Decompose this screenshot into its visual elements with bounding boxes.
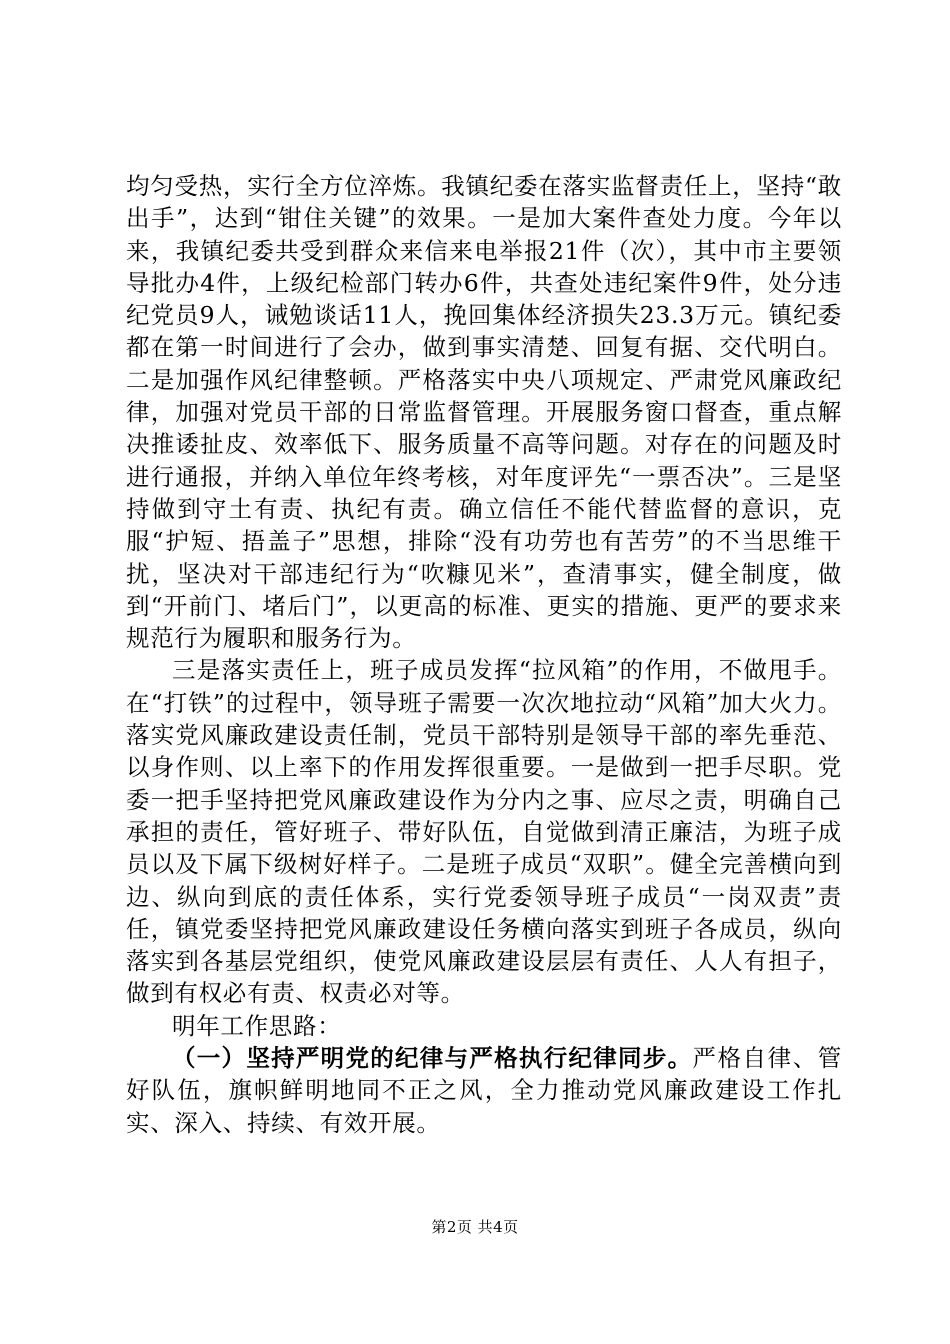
paragraph-discipline-text: 严格自律、管好队伍，旗帜鲜明地同不正之风，全力推动党风廉政建设工作扎实、深入、持续、有效开展。 <box>126 1044 842 1137</box>
paragraph-discipline <box>126 1042 842 1139</box>
paragraph-supervision: 均匀受热，实行全方位淬炼。我镇纪委在落实监督责任上，坚持“敢出手”，达到“钳住关键”的效果。一是加大案件查处力度。今年以来，我镇纪委共受到群众来信来电举报21件（次），其中市主要领导批办4件，上级纪检部门转办6件，共查处违纪案件9件，处分违纪党员9人，诫勉谈话11人，挽回集体经济损失23.3万元。镇纪委都在第一时间进行了会办，做到事实清楚、回复有据、交代明白。二是加强作风纪律整顿。严格落实中央八项规定、严肃党风廉政纪律，加强对党员干部的日常监督管理。开展服务窗口督查，重点解决推诿扯皮、效率低下、服务质量不高等问题。对存在的问题及时进行通报，并纳入单位年终考核，对年度评先“一票否决”。三是坚持做到守土有责、执纪有责。确立信任不能代替监督的意识，克服“护短、捂盖子”思想，排除“没有功劳也有苦劳”的不当思维干扰，坚决对干部违纪行为“吹糠见米”，查清事实，健全制度，做到“开前门、堵后门”，以更高的标准、更实的措施、更严的要求来规范行为履职和服务行为。 <box>126 172 842 653</box>
paragraph-discipline-lead: （一）坚持严明党的纪律与严格执行纪律同步。 <box>172 1044 693 1073</box>
paragraph-next-year-heading: 明年工作思路： <box>172 1011 342 1040</box>
page-footer <box>0 1216 950 1237</box>
page-number: 第2页 共4页 <box>431 1218 519 1236</box>
paragraph-responsibility: 三是落实责任上，班子成员发挥“拉风箱”的作用，不做甩手。在“打铁”的过程中，领导班子需要一次次地拉动“风箱”加大火力。落实党风廉政建设责任制，党员干部特别是领导干部的率先垂范、以身作则、以上率下的作用发挥很重要。一是做到一把手尽职。党委一把手坚持把党风廉政建设作为分内之事、应尽之责，明确自己承担的责任，管好班子、带好队伍，自觉做到清正廉洁，为班子成员以及下属下级树好样子。二是班子成员“双职”。健全完善横向到边、纵向到底的责任体系，实行党委领导班子成员“一岗双责”责任，镇党委坚持把党风廉政建设任务横向落实到班子各成员，纵向落实到各基层党组织，使党风廉政建设层层有责任、人人有担子，做到有权必有责、权责必对等。 <box>126 656 842 1008</box>
document-body <box>126 170 842 1139</box>
